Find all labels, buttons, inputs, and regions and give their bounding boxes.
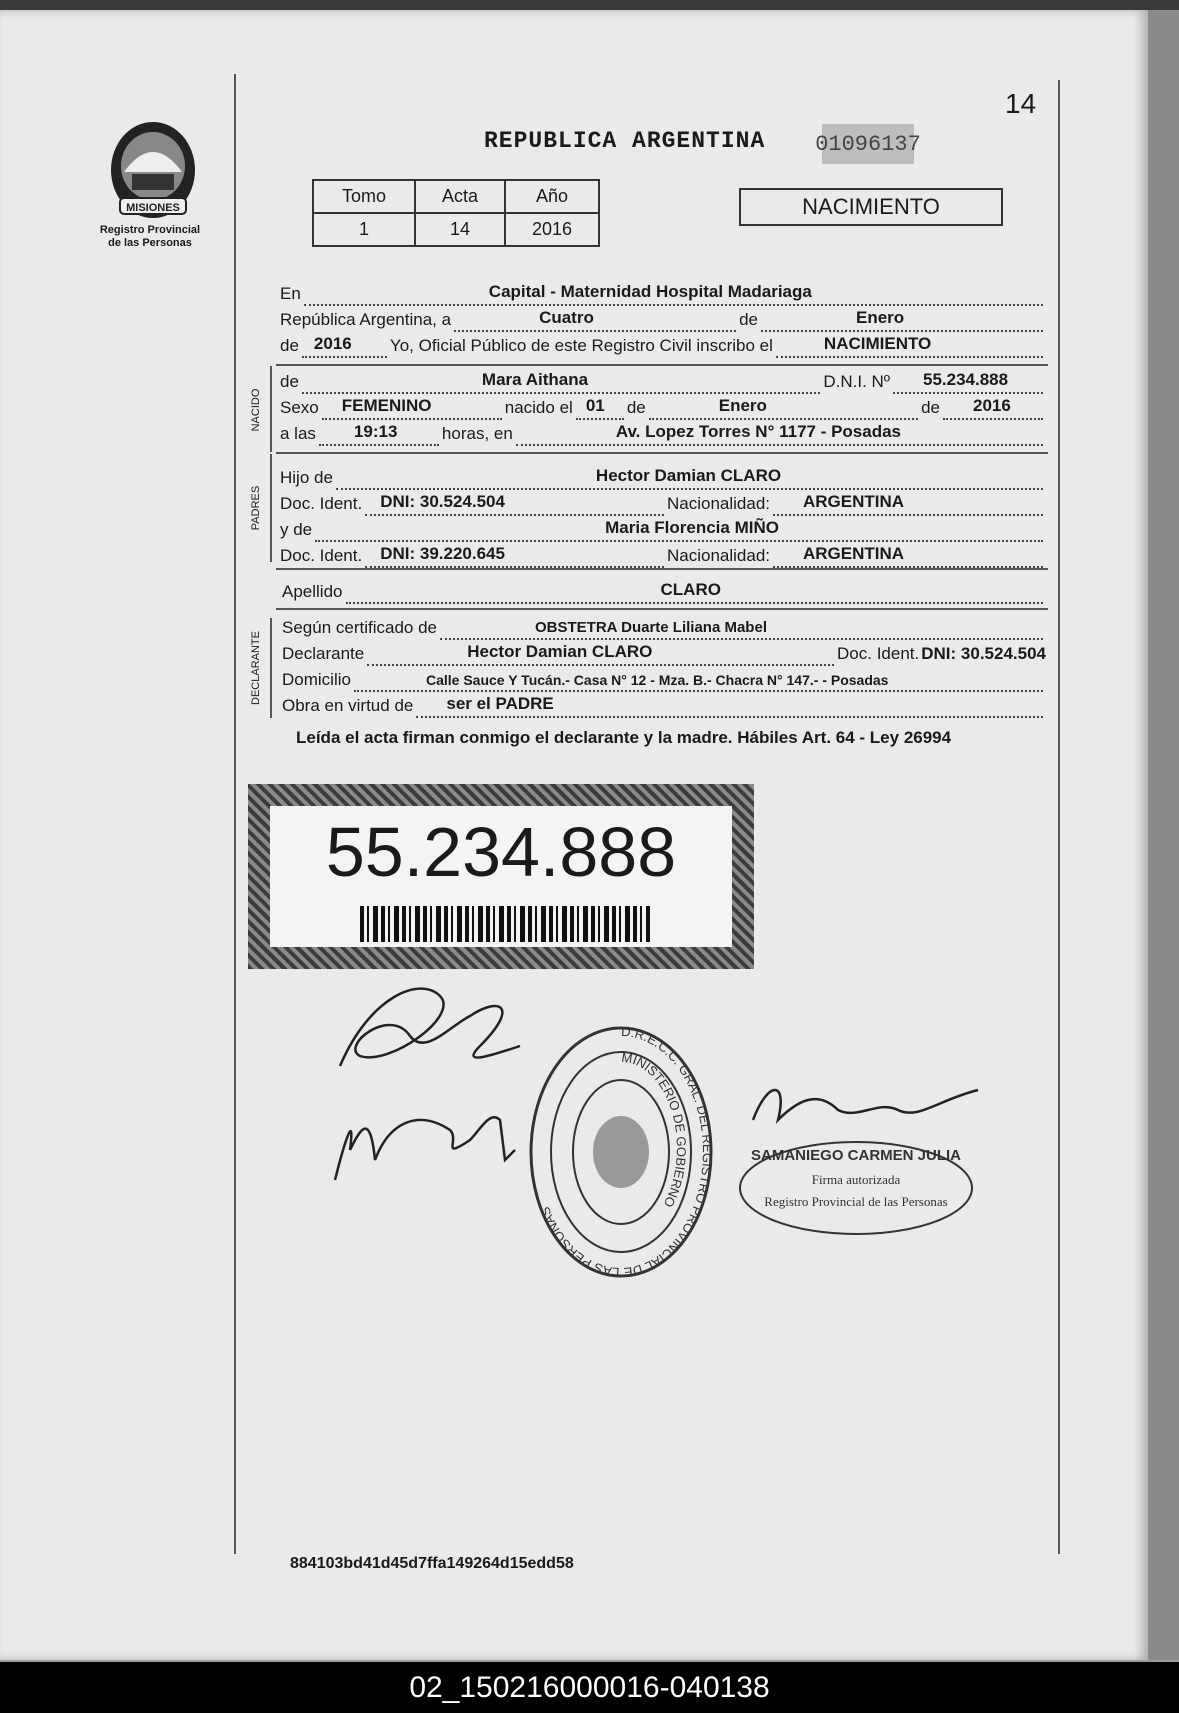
dni-sticker-number: 55.234.888	[325, 813, 677, 891]
line-capacity: Obra en virtud de ser el PADRE	[282, 692, 1046, 718]
closing-text: Leída el acta firman conmigo el declarante y la madre. Hábiles Art. 64 - Ley 26994	[296, 728, 952, 747]
address-value: Calle Sauce Y Tucán.- Casa N° 12 - Mza. B.- Chacra N° 147.- - Posadas	[425, 672, 889, 688]
svg-text:SAMANIEGO CARMEN JULIA: SAMANIEGO CARMEN JULIA	[750, 1147, 962, 1164]
mother-value: Maria Florencia MIÑO	[605, 518, 779, 537]
birth-year-value: 2016	[973, 396, 1011, 415]
signature-declarant-icon	[330, 976, 530, 1086]
separator	[276, 364, 1048, 366]
place-value: Capital - Maternidad Hospital Madariaga	[488, 282, 812, 301]
line-year: de 2016 Yo, Oficial Público de este Registro Civil inscribo el NACIMIENTO	[280, 332, 1046, 358]
svg-text:Registro Provincial de las Per: Registro Provincial de las Personas	[764, 1194, 948, 1209]
line-address: Domicilio Calle Sauce Y Tucán.- Casa N° 12 - Mza. B.- Chacra N° 147.- - Posadas	[282, 666, 1046, 692]
father-value: Hector Damian CLARO	[595, 466, 782, 485]
father-nationality-value: ARGENTINA	[803, 492, 905, 511]
line-father-doc: Doc. Ident. DNI: 30.524.504 Nacionalidad: ARGENTINA	[280, 490, 1046, 516]
declarant-doc-value: DNI: 30.524.504	[921, 644, 1046, 663]
country-title: REPUBLICA ARGENTINA	[484, 128, 766, 154]
tomo-acta-table	[312, 179, 600, 247]
mother-nationality-value: ARGENTINA	[803, 544, 905, 563]
year-value: 2016	[313, 334, 352, 353]
right-margin-line	[1058, 80, 1060, 1554]
acta-header: Acta	[415, 180, 505, 213]
side-label-declarante: DECLARANTE	[250, 631, 262, 705]
line-surname: Apellido CLARO	[282, 578, 1046, 604]
side-label-padres: PADRES	[250, 485, 262, 531]
tomo-header: Tomo	[313, 180, 415, 213]
file-id: 02_150216000016-040138	[409, 1670, 770, 1704]
mother-doc-value: DNI: 39.220.645	[380, 544, 505, 563]
official-signature-stamp	[736, 1136, 976, 1238]
official-seal-icon	[526, 1022, 716, 1282]
line-father: Hijo de Hector Damian CLARO	[280, 464, 1046, 490]
act-value: NACIMIENTO	[823, 334, 932, 353]
barcode-icon	[360, 906, 650, 942]
document-hash: 884103bd41d45d7ffa149264d15edd58	[290, 1555, 574, 1572]
svg-text:MINISTERIO DE GOBIERNO: MINISTERIO DE GOBIERNO	[620, 1049, 690, 1210]
capacity-value: ser el PADRE	[446, 694, 554, 713]
page-number: 14	[1005, 88, 1037, 119]
certificate-value: OBSTETRA Duarte Liliana Mabel	[535, 619, 767, 636]
logo-text: MISIONES	[126, 202, 180, 214]
page-edge	[1148, 10, 1179, 1660]
file-id-bar	[0, 1662, 1179, 1713]
birth-place-value: Av. Lopez Torres N° 1177 - Posadas	[615, 422, 902, 441]
father-doc-value: DNI: 30.524.504	[380, 492, 505, 511]
dni-value: 55.234.888	[923, 370, 1009, 389]
line-mother-doc: Doc. Ident. DNI: 39.220.645 Nacionalidad: ARGENTINA	[280, 542, 1046, 568]
separator	[276, 608, 1048, 610]
serial-stamp: 01096137	[822, 124, 914, 164]
svg-text:Firma autorizada: Firma autorizada	[811, 1172, 901, 1187]
separator	[276, 568, 1048, 570]
logo-caption: Registro Provincial de las Personas	[99, 224, 201, 249]
declarant-value: Hector Damian CLARO	[467, 642, 653, 661]
acta-value: 14	[415, 213, 505, 246]
birth-day-value: 01	[585, 396, 605, 415]
name-value: Mara Aithana	[481, 370, 589, 389]
act-type-box: NACIMIENTO	[739, 188, 1003, 226]
ano-value: 2016	[505, 213, 599, 246]
signature-official-icon	[748, 1080, 988, 1130]
line-date: República Argentina, a Cuatro de Enero	[280, 306, 1046, 332]
surname-value: CLARO	[660, 580, 721, 599]
tomo-value: 1	[313, 213, 415, 246]
line-mother: y de Maria Florencia MIÑO	[280, 516, 1046, 542]
line-place: En Capital - Maternidad Hospital Madariaga	[280, 280, 1046, 306]
ano-header: Año	[505, 180, 599, 213]
time-value: 19:13	[353, 422, 398, 441]
misiones-coat-of-arms-icon	[102, 112, 204, 224]
birth-month-value: Enero	[718, 396, 767, 415]
day-value: Cuatro	[539, 308, 594, 327]
line-time: a las 19:13 horas, en Av. Lopez Torres N° 1177 - Posadas	[280, 420, 1046, 446]
side-label-nacido: NACIDO	[250, 388, 262, 432]
month-value: Enero	[856, 308, 905, 327]
separator	[276, 452, 1048, 454]
left-margin-line	[234, 74, 236, 1554]
sex-value: FEMENINO	[341, 396, 432, 415]
line-certificate: Según certificado de OBSTETRA Duarte Liliana Mabel	[282, 614, 1046, 640]
signature-mother-icon	[330, 1090, 520, 1190]
dni-sticker	[248, 784, 754, 969]
line-name: de Mara Aithana D.N.I. Nº 55.234.888	[280, 368, 1046, 394]
line-declarant: Declarante Hector Damian CLARO Doc. Ident. DNI: 30.524.504	[282, 640, 1046, 666]
svg-text:D.R.E.C.C. GRAL. DEL REGISTRO: D.R.E.C.C. GRAL. DEL REGISTRO PROVINCIAL DE LAS PERSONAS	[537, 1023, 716, 1281]
line-sex: Sexo FEMENINO nacido el 01 de Enero de 2016	[280, 394, 1046, 420]
